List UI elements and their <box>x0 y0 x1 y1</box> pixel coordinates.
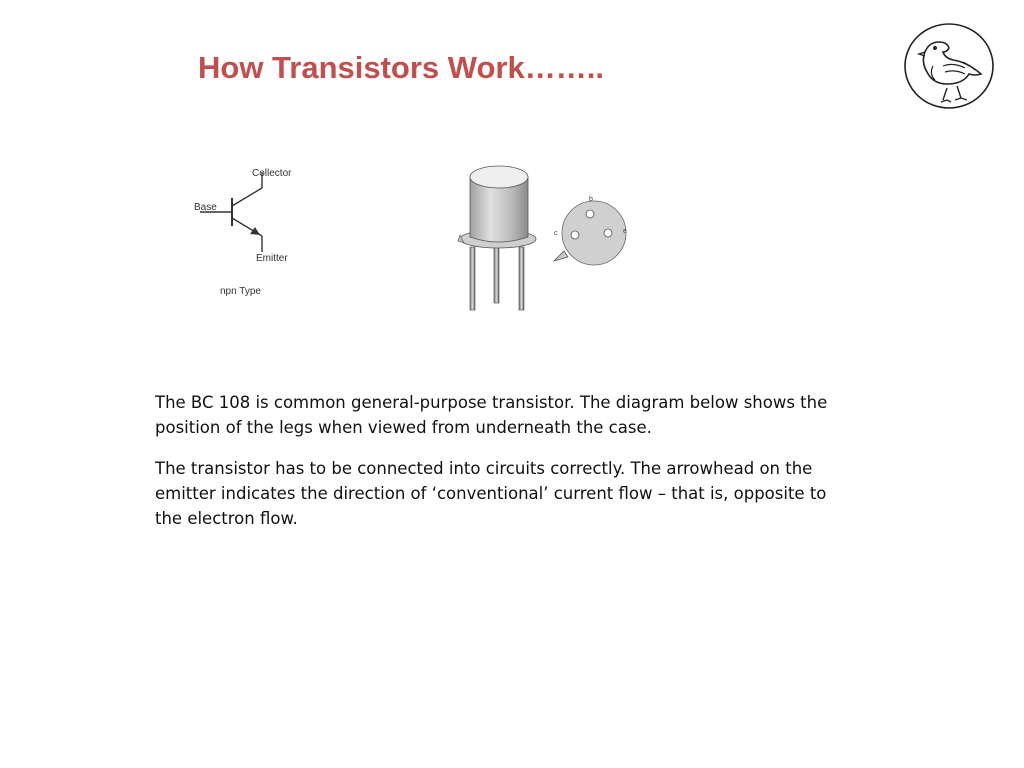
npn-schematic <box>190 160 320 305</box>
pin-label-left: c <box>554 230 558 237</box>
npn-symbol-diagram <box>190 160 320 305</box>
bird-emblem-icon <box>903 22 995 110</box>
slide-title: How Transistors Work…….. <box>198 50 604 85</box>
base-label: Base <box>194 202 217 213</box>
paragraph-1: The BC 108 is common general-purpose transistor. The diagram below shows the position of the legs when viewed from underneath the case. <box>155 393 828 437</box>
paragraph-2: The transistor has to be connected into circuits correctly. The arrowhead on the emitter indicates the direction of ‘conventional’ current flow – that is, opposite to the electron flow. <box>155 459 827 528</box>
emitter-label: Emitter <box>256 253 288 264</box>
pin-label-right: e <box>623 228 627 235</box>
collector-label: Collector <box>252 168 292 179</box>
pin-bottom-view <box>550 195 642 270</box>
npn-type-label: npn Type <box>220 286 261 297</box>
pin-label-top: b <box>589 196 593 203</box>
transistor-package-image <box>450 155 545 315</box>
body-text <box>155 390 835 547</box>
pin-layout-diagram <box>550 195 642 270</box>
